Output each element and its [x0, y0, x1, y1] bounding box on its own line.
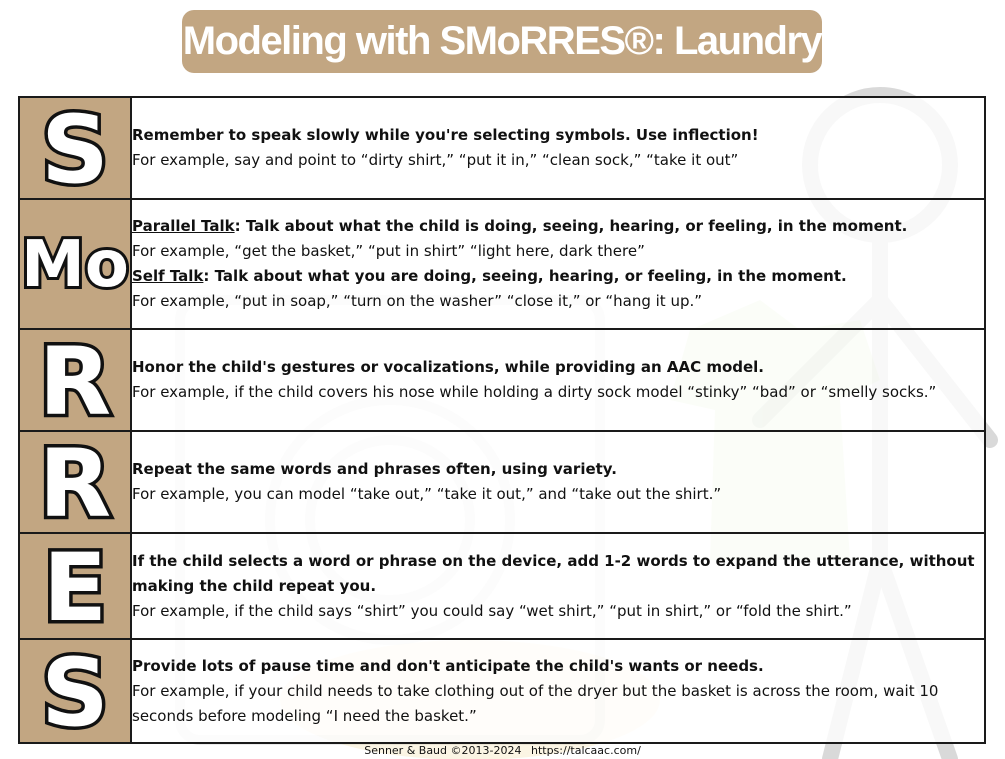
row-example: For example, you can model “take out,” “take it out,” and “take out the shirt.”	[132, 485, 722, 503]
svg-text:S: S	[41, 98, 109, 198]
letter-s-icon	[25, 641, 125, 741]
row-heading: If the child selects a word or phrase on the device, add 1-2 words to expand the utterance, without making the child repeat you.	[132, 551, 975, 595]
table-row	[19, 431, 985, 533]
svg-text:R: R	[38, 330, 112, 430]
letter-cell	[19, 639, 131, 743]
row-content	[131, 97, 985, 199]
footer-credit: Senner & Baud ©2013-2024	[364, 744, 522, 757]
footer	[0, 744, 1005, 757]
svg-text:R: R	[38, 432, 112, 532]
letter-cell	[19, 199, 131, 329]
row-heading: Repeat the same words and phrases often, using variety.	[132, 460, 617, 478]
row-content	[131, 199, 985, 329]
row-content	[131, 431, 985, 533]
letter-r-icon	[25, 432, 125, 532]
parallel-talk-heading	[132, 214, 984, 239]
letter-cell	[19, 329, 131, 431]
row-heading: Honor the child's gestures or vocalizations, while providing an AAC model.	[132, 358, 764, 376]
table-row	[19, 533, 985, 639]
row-content	[131, 639, 985, 743]
row-example: For example, if your child needs to take clothing out of the dryer but the basket is across the room, wait 10 seconds before modeling “I need the basket.”	[132, 681, 939, 725]
row-heading: Remember to speak slowly while you're selecting symbols. Use inflection!	[132, 126, 759, 144]
letter-r-icon	[25, 330, 125, 430]
table-row	[19, 199, 985, 329]
row-content	[131, 329, 985, 431]
parallel-talk-label: Parallel Talk	[132, 217, 235, 235]
row-example: For example, if the child covers his nose while holding a dirty sock model “stinky” “bad” or “smelly socks.”	[132, 383, 937, 401]
letter-cell	[19, 533, 131, 639]
smorres-table	[18, 96, 986, 744]
self-talk-example: For example, “put in soap,” “turn on the washer” “close it,” or “hang it up.”	[132, 292, 703, 310]
letter-cell	[19, 97, 131, 199]
self-talk-heading	[132, 264, 984, 289]
letter-s-icon	[25, 98, 125, 198]
row-example: For example, if the child says “shirt” you could say “wet shirt,” “put in shirt,” or “fold the shirt.”	[132, 601, 852, 620]
page-title: Modeling with SMoRRES®: Laundry	[182, 10, 822, 73]
table-row	[19, 329, 985, 431]
parallel-talk-text: : Talk about what the child is doing, seeing, hearing, or feeling, in the moment.	[234, 217, 908, 235]
svg-text:S: S	[41, 641, 109, 741]
svg-text:E: E	[42, 536, 108, 636]
letter-cell	[19, 431, 131, 533]
svg-text:Mo: Mo	[21, 228, 129, 302]
parallel-talk-example: For example, “get the basket,” “put in shirt” “light here, dark there”	[132, 242, 645, 260]
row-heading: Provide lots of pause time and don't anticipate the child's wants or needs.	[132, 656, 764, 675]
table-row	[19, 97, 985, 199]
row-content	[131, 533, 985, 639]
letter-e-icon	[25, 536, 125, 636]
self-talk-text: : Talk about what you are doing, seeing, hearing, or feeling, in the moment.	[203, 267, 847, 285]
table-row	[19, 639, 985, 743]
footer-url[interactable]: https://talcaac.com/	[530, 744, 641, 757]
self-talk-label: Self Talk	[132, 267, 204, 285]
row-example: For example, say and point to “dirty shirt,” “put it in,” “clean sock,” “take it out”	[132, 151, 739, 169]
letter-mo-icon	[21, 214, 129, 314]
